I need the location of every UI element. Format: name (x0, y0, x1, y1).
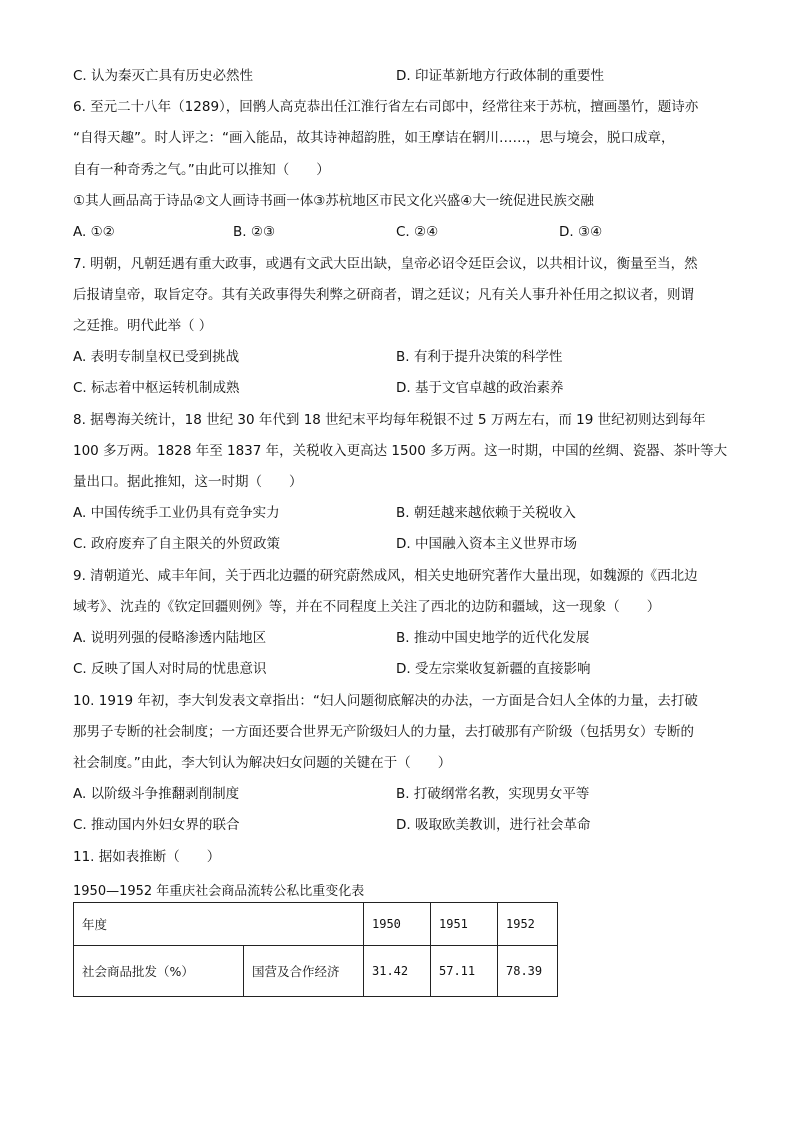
year-1951: 1951 (431, 903, 498, 946)
year-1952: 1952 (498, 903, 558, 946)
q10-stem-line-2: 那男子专断的社会制度；一方面还要合世界无产阶级妇人的力量，去打破那有产阶级（包括男女）专断的 (73, 724, 694, 740)
q6-stem-line-1: 6. 至元二十八年（1289），回鹘人高克恭出任江淮行省左右司郎中，经常往来于苏杭，擅画墨竹，题诗亦 (73, 99, 699, 115)
q8-option-a: A. 中国传统手工业仍具有竞争实力 (73, 505, 280, 521)
q7-option-c: C. 标志着中枢运转机制成熟 (73, 380, 240, 396)
q10-stem-line-3: 社会制度。”由此，李大钊认为解决妇女问题的关键在于（ ） (73, 755, 452, 771)
q6-option-d: D. ③④ (559, 224, 603, 240)
q5-option-d: D. 印证革新地方行政体制的重要性 (396, 68, 604, 84)
q10-option-b: B. 打破纲常名教，实现男女平等 (396, 786, 590, 802)
q10-option-d: D. 吸取欧美教训，进行社会革命 (396, 817, 591, 833)
q9-option-b: B. 推动中国史地学的近代化发展 (396, 630, 590, 646)
q6-statements: ①其人画品高于诗品②文人画诗书画一体③苏杭地区市民文化兴盛④大一统促进民族交融 (73, 193, 594, 209)
q8-option-b: B. 朝廷越来越依赖于关税收入 (396, 505, 576, 521)
row-sub-label: 国营及合作经济 (244, 946, 364, 997)
row-label: 社会商品批发（%） (74, 946, 244, 997)
q6-option-b: B. ②③ (233, 224, 276, 240)
q7-option-b: B. 有利于提升决策的科学性 (396, 349, 563, 365)
q10-option-a: A. 以阶级斗争推翻剥削制度 (73, 786, 240, 802)
q7-stem-line-1: 7. 明朝，凡朝廷遇有重大政事，或遇有文武大臣出缺，皇帝必诏令廷臣会议，以共相计议，衡量至当，然 (73, 256, 698, 272)
q9-option-a: A. 说明列强的侵略渗透内陆地区 (73, 630, 267, 646)
year-1950: 1950 (364, 903, 431, 946)
q10-option-c: C. 推动国内外妇女界的联合 (73, 817, 240, 833)
q6-stem-line-3: 自有一种奇秀之气。”由此可以推知（ ） (73, 162, 330, 178)
q7-stem-line-2: 后报请皇帝，取旨定夺。其有关政事得失利弊之研商者，谓之廷议；凡有关人事升补任用之拟议者，则谓 (73, 287, 694, 303)
table-caption: 1950—1952 年重庆社会商品流转公私比重变化表 (73, 884, 365, 899)
q6-stem-line-2: “自得天趣”。时人评之：“画入能品，故其诗神超韵胜，如王摩诘在辋川……，思与境会，脱口成章， (73, 130, 675, 146)
value-1952: 78.39 (498, 946, 558, 997)
q9-option-c: C. 反映了国人对时局的忧患意识 (73, 661, 267, 677)
header-year-label: 年度 (74, 903, 364, 946)
q7-stem-line-3: 之廷推。明代此举（ ） (73, 318, 213, 334)
value-1951: 57.11 (431, 946, 498, 997)
q8-stem-line-3: 量出口。据此推知，这一时期（ ） (73, 474, 303, 490)
q9-stem-line-1: 9. 清朝道光、咸丰年间，关于西北边疆的研究蔚然成风，相关史地研究著作大量出现，如魏源的《西北边 (73, 568, 698, 584)
q8-option-d: D. 中国融入资本主义世界市场 (396, 536, 577, 552)
q11-stem: 11. 据如表推断（ ） (73, 849, 221, 865)
q8-option-c: C. 政府废弃了自主限关的外贸政策 (73, 536, 281, 552)
q9-stem-line-2: 域考》、沈垚的《钦定回疆则例》等，并在不同程度上关注了西北的边防和疆域，这一现象（ ） (73, 599, 661, 615)
q6-option-a: A. ①② (73, 224, 115, 240)
q10-stem-line-1: 10. 1919 年初，李大钊发表文章指出：“妇人问题彻底解决的办法，一方面是合妇人全体的力量，去打破 (73, 693, 698, 709)
data-table (73, 902, 558, 997)
q7-option-a: A. 表明专制皇权已受到挑战 (73, 349, 240, 365)
table-header-row (74, 903, 558, 946)
q7-option-d: D. 基于文官卓越的政治素养 (396, 380, 564, 396)
q8-stem-line-1: 8. 据粤海关统计，18 世纪 30 年代到 18 世纪末平均每年税银不过 5 万两左右，而 19 世纪初则达到每年 (73, 412, 706, 428)
q5-option-c: C. 认为秦灭亡具有历史必然性 (73, 68, 254, 84)
table-row (74, 946, 558, 997)
q8-stem-line-2: 100 多万两。1828 年至 1837 年，关税收入更高达 1500 多万两。这一时期，中国的丝绸、瓷器、茶叶等大 (73, 443, 728, 459)
q6-option-c: C. ②④ (396, 224, 439, 240)
q9-option-d: D. 受左宗棠收复新疆的直接影响 (396, 661, 591, 677)
value-1950: 31.42 (364, 946, 431, 997)
